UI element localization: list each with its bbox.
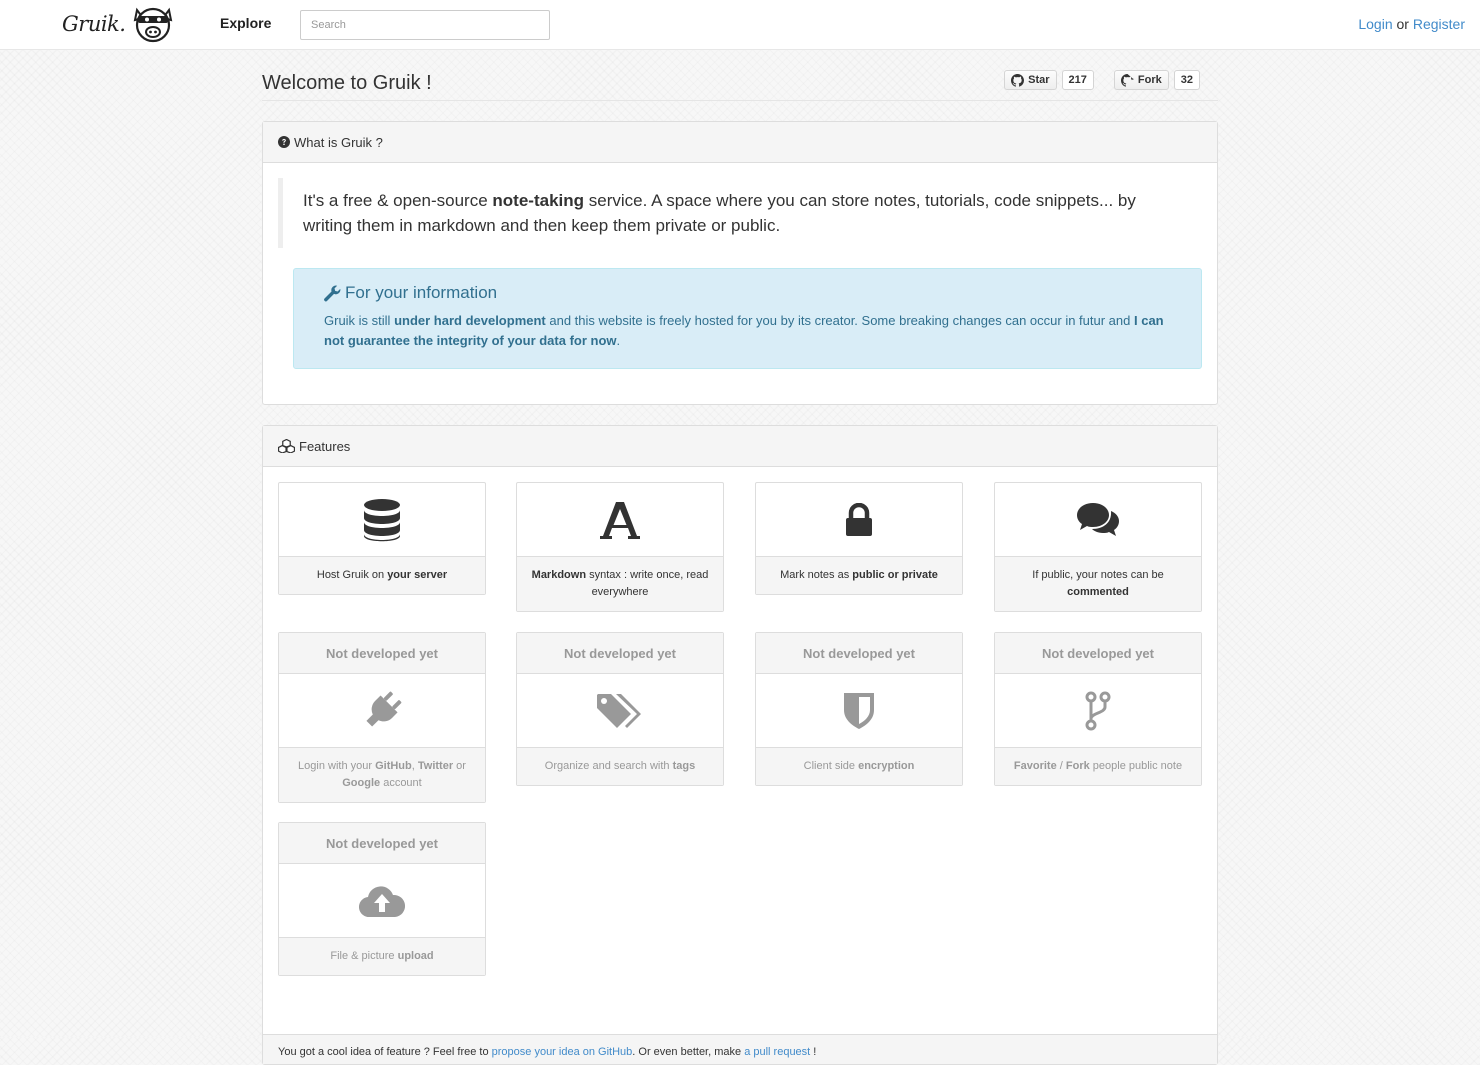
propose-idea-link[interactable]: propose your idea on GitHub — [491, 1046, 633, 1058]
brand-name[interactable]: Gruik. — [62, 12, 126, 36]
caption-emphasis: tags — [672, 760, 696, 772]
info-text-3: . — [616, 333, 621, 348]
caption-text: people public note — [1089, 760, 1183, 772]
caption-text: Mark notes as — [780, 569, 853, 581]
page-title: Welcome to Gruik ! — [262, 72, 432, 94]
search-input[interactable] — [300, 10, 550, 40]
caption-emphasis: Google — [342, 777, 381, 789]
caption-text: or — [453, 760, 466, 772]
auth-separator: or — [1396, 16, 1409, 32]
info-text-2: and this website is freely hosted for you by its creator. Some breaking changes can occur in futur and — [545, 313, 1134, 328]
caption-text: File & picture — [330, 950, 398, 962]
caption-text: Organize and search with — [544, 760, 673, 772]
caption-text: syntax : write once, read everywhere — [586, 569, 709, 598]
code-fork-icon — [1085, 691, 1111, 731]
lock-icon — [845, 503, 873, 537]
github-icon — [1011, 74, 1024, 87]
navbar — [0, 0, 1480, 50]
auth-links — [1358, 16, 1465, 32]
caption-emphasis: GitHub — [375, 760, 412, 772]
feature-icon-area — [756, 674, 962, 747]
feature-icon-area — [517, 483, 723, 556]
intro-text: It's a free & open-source — [303, 191, 493, 210]
nav-explore[interactable]: Explore — [220, 15, 272, 31]
plug-icon — [360, 689, 404, 733]
database-icon — [363, 498, 401, 542]
page-header — [262, 50, 1218, 101]
caption-emphasis: upload — [397, 950, 434, 962]
what-is-heading — [263, 122, 1217, 163]
caption-emphasis: Fork — [1065, 760, 1090, 772]
feature-caption — [756, 747, 962, 785]
feature-icon-area — [279, 864, 485, 937]
features-panel — [262, 425, 1218, 1065]
features-footer — [263, 1034, 1217, 1064]
github-fork-count[interactable]: 32 — [1174, 70, 1200, 90]
not-developed-label: Not developed yet — [995, 633, 1201, 674]
not-developed-label: Not developed yet — [279, 823, 485, 864]
caption-text: Login with your — [298, 760, 376, 772]
feature-card-encryption — [755, 632, 963, 786]
feature-card-markdown — [516, 482, 724, 612]
features-title: Features — [299, 438, 351, 454]
caption-emphasis: Favorite — [1013, 760, 1057, 772]
register-link[interactable]: Register — [1412, 16, 1465, 32]
github-star-label: Star — [1028, 74, 1050, 86]
caption-emphasis: encryption — [858, 760, 915, 772]
github-fork-label: Fork — [1137, 74, 1162, 86]
caption-emphasis: commented — [1067, 586, 1129, 598]
feature-card-tags — [516, 632, 724, 786]
info-title-text: For your information — [345, 283, 498, 302]
main-content — [262, 50, 1218, 1058]
feature-caption — [995, 747, 1201, 785]
footer-text: . Or even better, make — [632, 1046, 745, 1058]
footer-text: You got a cool idea of feature ? Feel free to — [278, 1046, 492, 1058]
feature-card-oauth — [278, 632, 486, 803]
caption-emphasis: Twitter — [417, 760, 454, 772]
caption-text: Host Gruik on — [316, 569, 388, 581]
info-emphasis-2: I can not guarantee the integrity of your data for now — [324, 313, 1164, 348]
caption-emphasis: Markdown — [531, 569, 587, 581]
cloud-upload-icon — [359, 884, 405, 918]
github-fork-button[interactable] — [1114, 70, 1169, 90]
info-alert-text — [324, 311, 1181, 351]
caption-text: Client side — [803, 760, 859, 772]
comments-icon — [1076, 502, 1120, 538]
intro-text-rest: service. A space where you can store notes, tutorials, code snippets... by writing them in markdown and then keep them private or public. — [303, 191, 1136, 235]
feature-icon-area — [995, 674, 1201, 747]
pig-logo-icon — [131, 4, 175, 44]
what-is-panel — [262, 121, 1218, 405]
info-alert — [293, 268, 1202, 369]
feature-card-upload — [278, 822, 486, 976]
shield-icon — [843, 692, 875, 730]
brand[interactable] — [62, 4, 175, 44]
github-buttons — [1004, 70, 1200, 90]
info-text-1: Gruik is still — [324, 313, 395, 328]
feature-icon-area — [756, 483, 962, 556]
feature-card-privacy — [755, 482, 963, 595]
caption-text: , — [411, 760, 418, 772]
github-icon — [1121, 74, 1134, 87]
github-star-button[interactable] — [1004, 70, 1056, 90]
caption-emphasis: your server — [387, 569, 448, 581]
footer-text: ! — [810, 1046, 817, 1058]
intro-quote — [278, 178, 1198, 248]
feature-caption — [279, 556, 485, 594]
github-star-group — [1004, 70, 1094, 90]
caption-text: If public, your notes can be — [1032, 569, 1164, 581]
feature-caption — [517, 556, 723, 611]
login-link[interactable]: Login — [1358, 16, 1393, 32]
not-developed-label: Not developed yet — [756, 633, 962, 674]
feature-caption — [517, 747, 723, 785]
feature-caption — [995, 556, 1201, 611]
feature-icon-area — [279, 674, 485, 747]
feature-icon-area — [517, 674, 723, 747]
not-developed-label: Not developed yet — [517, 633, 723, 674]
wrench-icon — [324, 285, 341, 302]
feature-icon-area — [279, 483, 485, 556]
feature-card-comments — [994, 482, 1202, 612]
font-icon — [599, 500, 641, 540]
what-is-title: What is Gruik ? — [294, 134, 383, 150]
features-heading — [263, 426, 1217, 467]
info-emphasis-1: under hard development — [394, 313, 546, 328]
caption-text: / — [1056, 760, 1066, 772]
feature-card-fork — [994, 632, 1202, 786]
feature-caption — [279, 747, 485, 802]
info-alert-title — [324, 283, 1181, 303]
caption-text: account — [380, 777, 422, 789]
cubes-icon — [278, 439, 295, 453]
feature-card-server — [278, 482, 486, 595]
tags-icon — [596, 692, 644, 730]
feature-caption — [756, 556, 962, 594]
pull-request-link[interactable]: a pull request — [744, 1046, 811, 1058]
caption-emphasis: public or private — [852, 569, 938, 581]
feature-caption — [279, 937, 485, 975]
github-fork-group — [1114, 70, 1200, 90]
question-circle-icon — [278, 136, 290, 148]
feature-icon-area — [995, 483, 1201, 556]
not-developed-label: Not developed yet — [279, 633, 485, 674]
intro-emphasis: note-taking — [492, 191, 585, 210]
github-star-count[interactable]: 217 — [1062, 70, 1094, 90]
